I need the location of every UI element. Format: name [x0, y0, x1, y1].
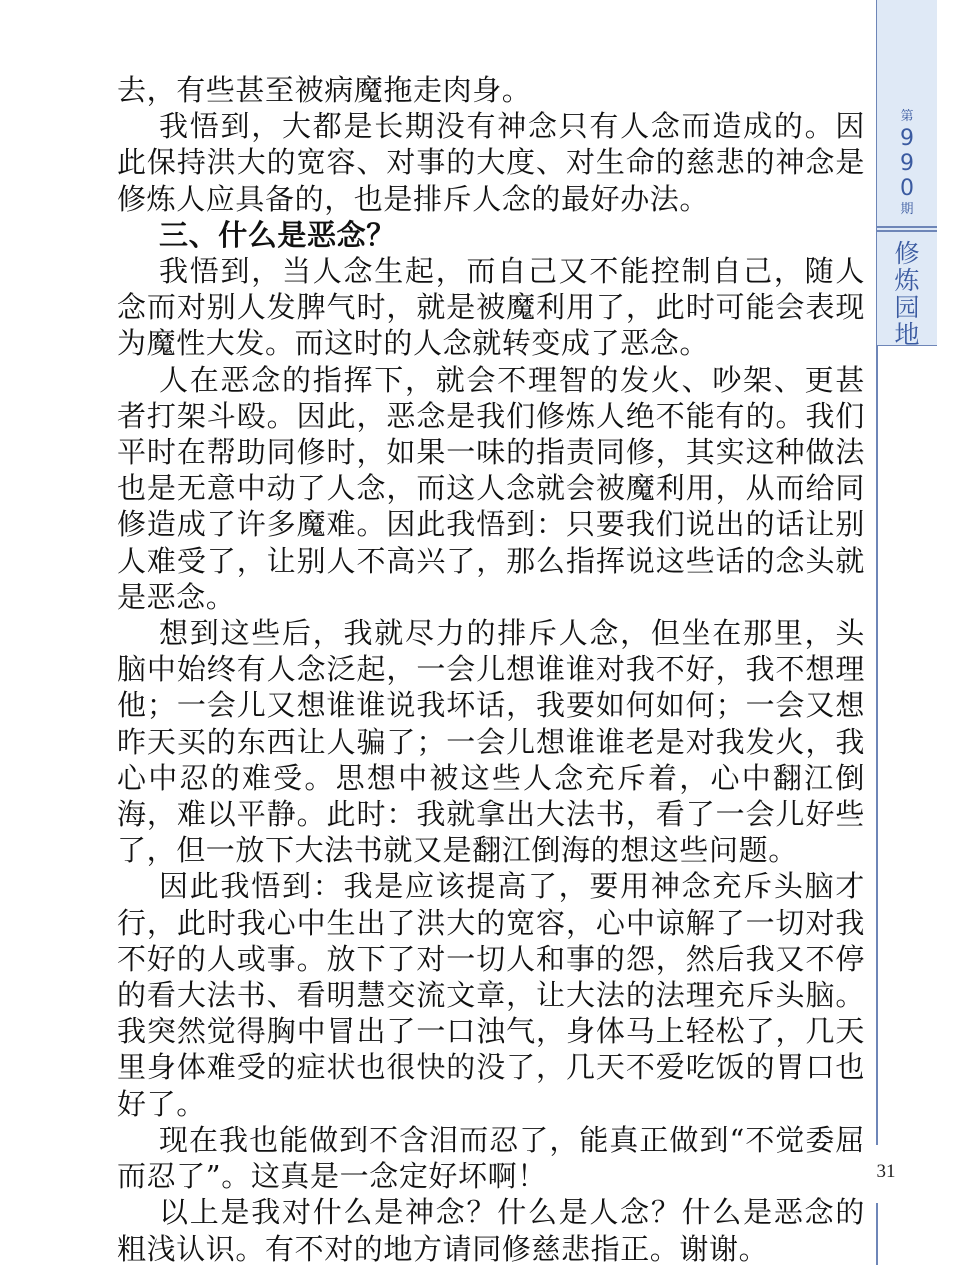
paragraph: 现在我也能做到不含泪而忍了，能真正做到“不觉委屈而忍了”。这真是一念定好坏啊！: [117, 1122, 865, 1194]
tab-divider: [877, 226, 937, 228]
page-number: 31: [876, 1161, 896, 1182]
paragraph: 以上是我对什么是神念？什么是人念？什么是恶念的粗浅认识。有不对的地方请同修慈悲指正。谢谢。: [117, 1195, 865, 1266]
sidebar-tab: [876, 0, 937, 349]
paragraph-continued: 去，有些甚至被病魔拖走肉身。: [117, 73, 532, 107]
issue-suffix: 期: [900, 202, 914, 217]
issue-label: [877, 108, 937, 219]
issue-prefix: 第: [900, 109, 914, 124]
margin-rule: [876, 345, 878, 1145]
paragraph: 想到这些后，我就尽力的排斥人念，但坐在那里，头脑中始终有人念泛起，一会儿想谁谁对我不好，我不想理他；一会儿又想谁谁说我坏话，我要如何如何；一会又想昨天买的东西让人骗了；一会儿想谁谁老是对我发火，我心中忍的难受。思想中被这些人念充斥着，心中翻江倒海，难以平静。此时：我就拿出大法书，看了一会儿好些了，但一放下大法书就又是翻江倒海的想这些问题。: [117, 616, 865, 868]
article-body: [117, 72, 865, 1267]
paragraph: 我悟到，大都是长期没有神念只有人念而造成的。因此保持洪大的宽容、对事的大度、对生命的慈悲的神念是修炼人应具备的，也是排斥人念的最好办法。: [117, 109, 865, 216]
margin-rule: [876, 1203, 878, 1265]
issue-number: 990: [900, 126, 914, 201]
section-title: [877, 240, 937, 348]
section-title-text: 修炼园地: [894, 239, 920, 349]
paragraph: 人在恶念的指挥下，就会不理智的发火、吵架、更甚者打架斗殴。因此，恶念是我们修炼人绝不能有的。我们平时在帮助同修时，如果一味的指责同修，其实这种做法也是无意中动了人念，而这人念就会被魔利用，从而给同修造成了许多魔难。因此我悟到：只要我们说出的话让别人难受了，让别人不高兴了，那么指挥说这些话的念头就是恶念。: [117, 362, 865, 614]
section-heading: 三、什么是恶念？: [159, 217, 396, 252]
tab-divider: [877, 230, 937, 232]
paragraph: 我悟到，当人念生起，而自己又不能控制自己，随人念而对别人发脾气时，就是被魔利用了，此时可能会表现为魔性大发。而这时的人念就转变成了恶念。: [117, 254, 865, 361]
paragraph: 因此我悟到：我是应该提高了，要用神念充斥头脑才行，此时我心中生出了洪大的宽容，心中谅解了一切对我不好的人或事。放下了对一切人和事的怨，然后我又不停的看大法书、看明慧交流文章，让大法的法理充斥头脑。我突然觉得胸中冒出了一口浊气，身体马上轻松了，几天里身体难受的症状也很快的没了，几天不爱吃饭的胃口也好了。: [117, 869, 865, 1121]
